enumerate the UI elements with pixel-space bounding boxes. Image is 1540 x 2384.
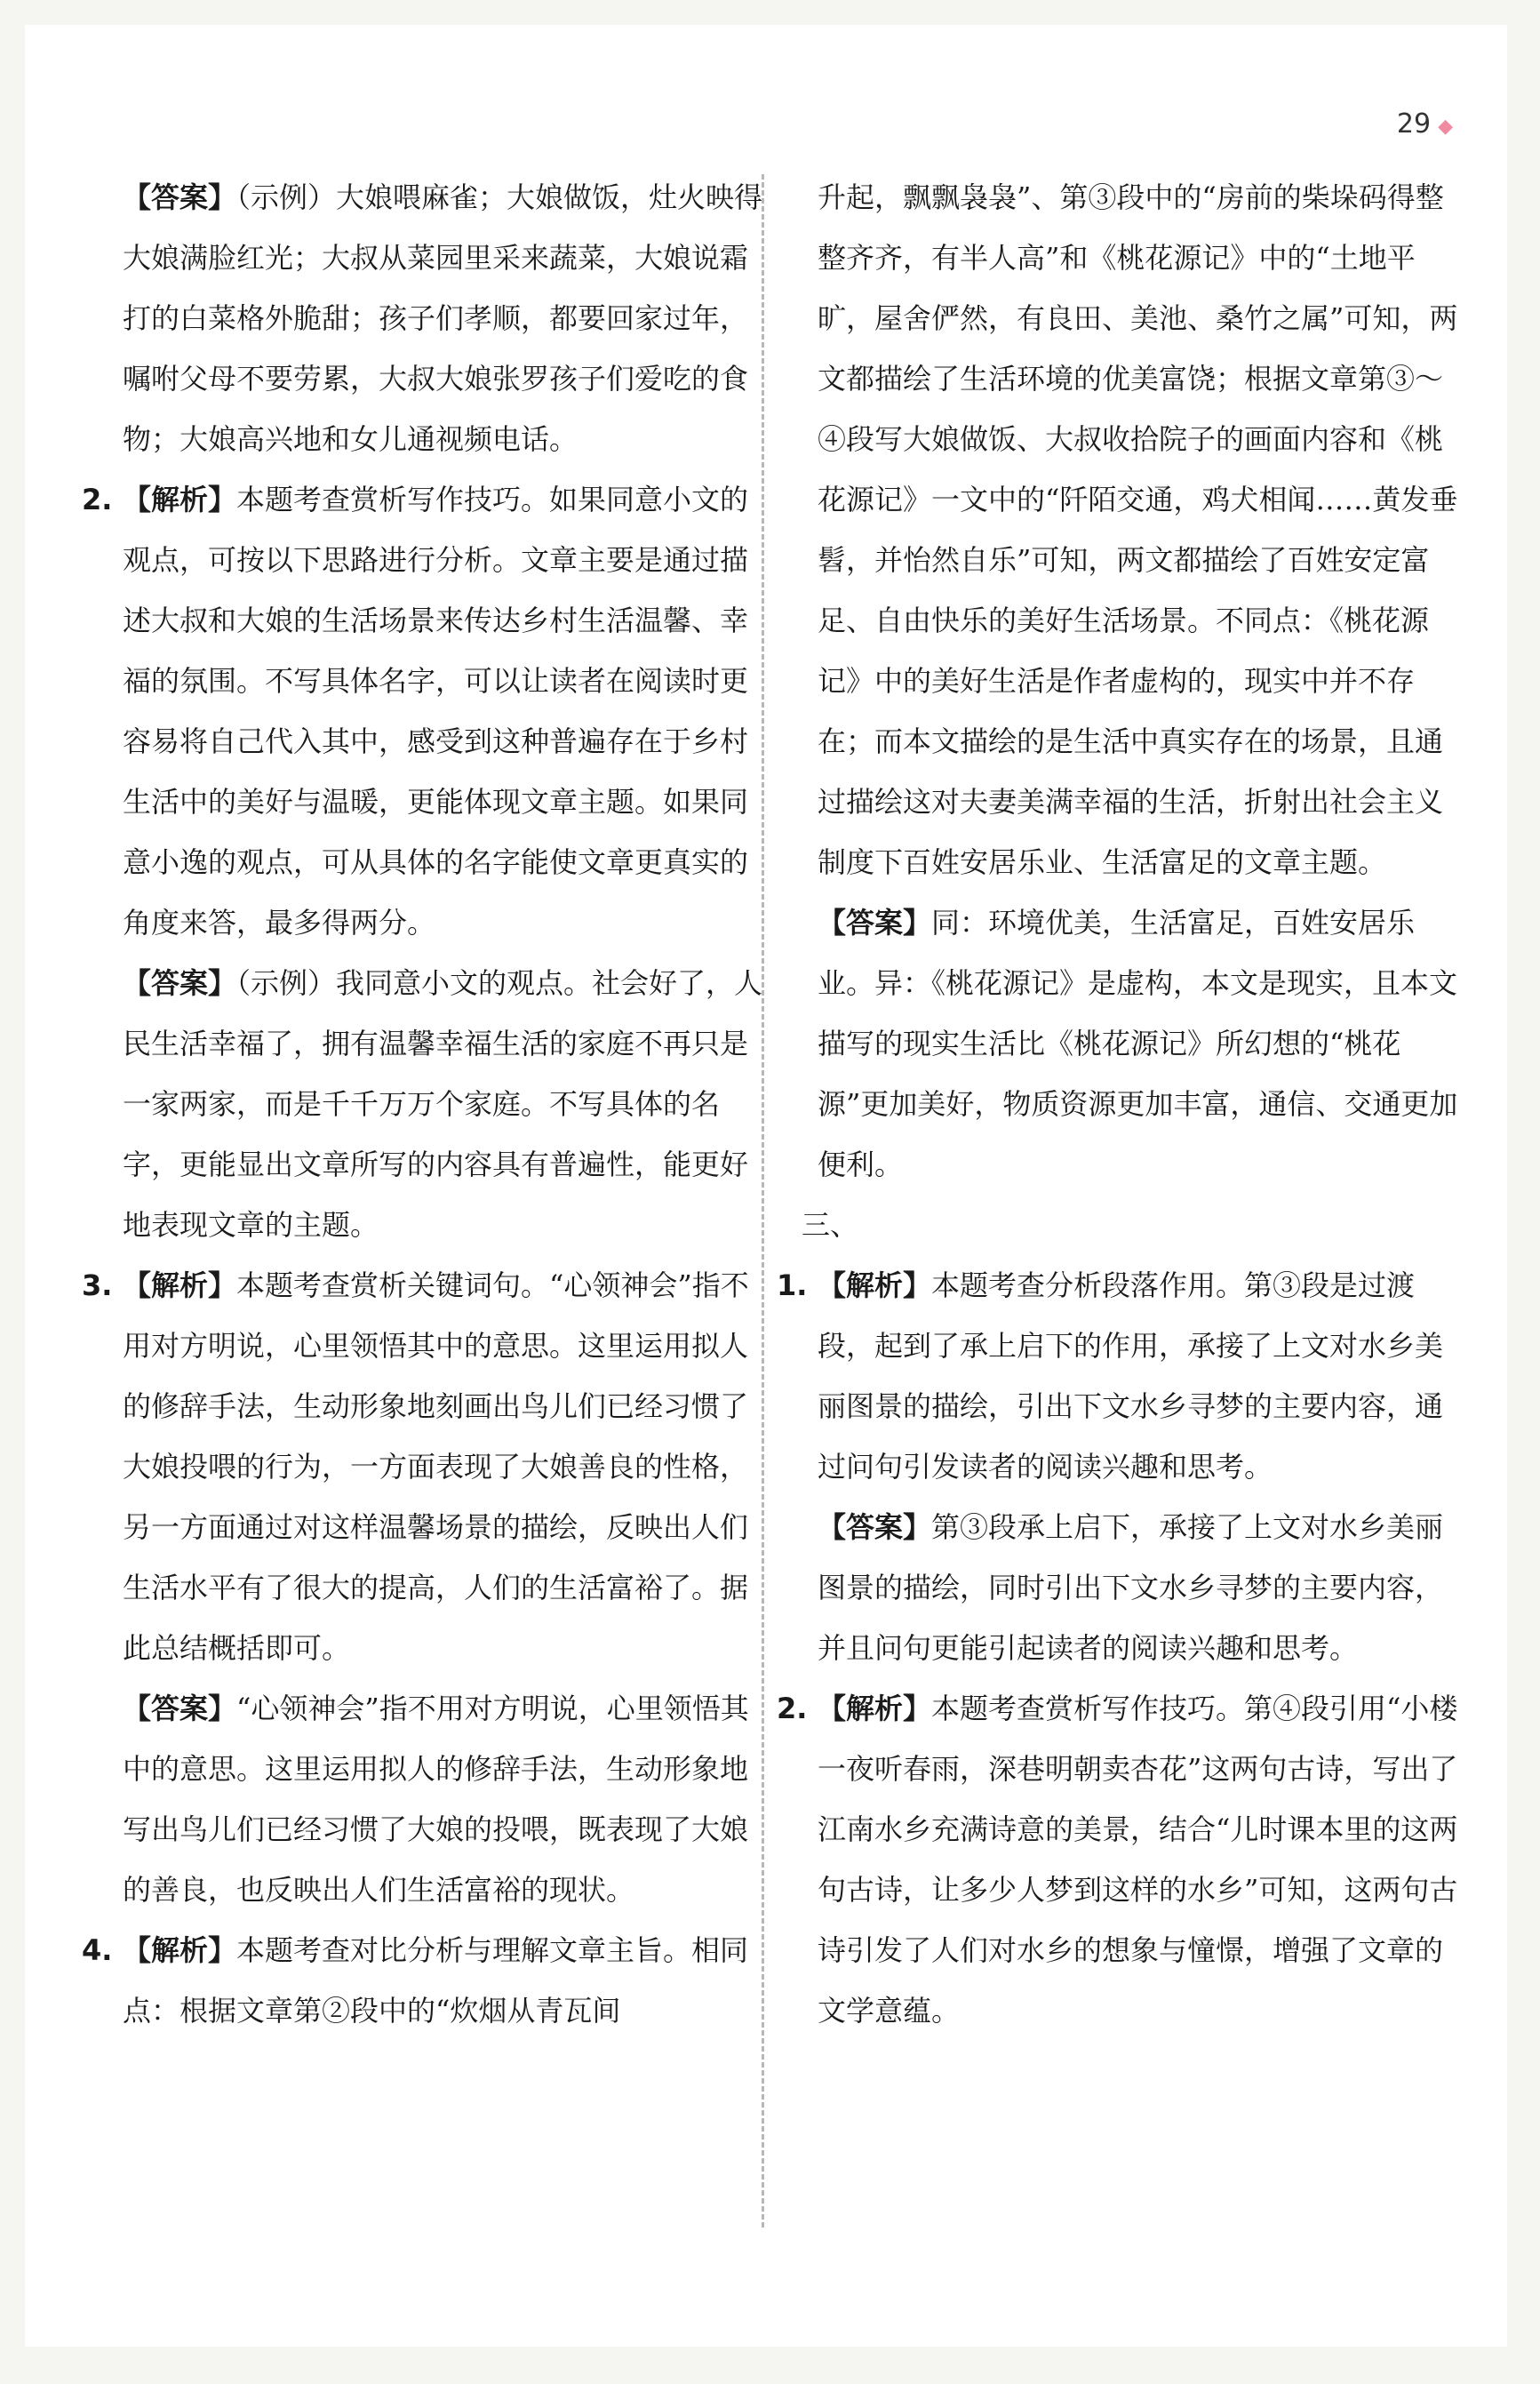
answer-label: 【答案】 [123,966,237,1000]
q4-analysis [82,1920,764,2041]
s1-number: 1. [777,1268,808,1302]
q2-answer-text: （示例）我同意小文的观点。社会好了，人民生活幸福了，拥有温馨幸福生活的家庭不再只是一家两家，而是千千万万个家庭。不写具体的名字，更能显出文章所写的内容具有普遍性，能更好地表现文章的主题。 [123,966,763,1242]
q3-answer [123,1678,764,1920]
q4-analysis-cont-text: 升起，飘飘袅袅”、第③段中的“房前的柴垛码得整整齐齐，有半人高”和《桃花源记》中的“土地平旷，屋舍俨然，有良田、美池、桑竹之属”可知，两文都描绘了生活环境的优美富饶；根据文章第③～④段写大娘做饭、大叔收拾院子的画面内容和《桃花源记》一文中的“阡陌交通，鸡犬相闻……黄发垂髫，并怡然自乐”可知，两文都描绘了百姓安定富足、自由快乐的美好生活场景。不同点：《桃花源记》中的美好生活是作者虚构的，现实中并不存在；而本文描绘的是生活中真实存在的场景，且通过描绘这对夫妻美满幸福的生活，折射出社会主义制度下百姓安居乐业、生活富足的文章主题。 [818,180,1458,879]
page-number [1397,108,1453,140]
s1-answer [818,1497,1459,1678]
s1-answer-text: 第③段承上启下，承接了上文对水乡美丽图景的描绘，同时引出下文水乡寻梦的主要内容，并且问句更能引起读者的阅读兴趣和思考。 [818,1510,1444,1665]
s1-analysis [777,1255,1459,1497]
section-heading: 三、 [802,1208,859,1242]
analysis-label: 【解析】 [123,1268,237,1302]
q1-answer-text: （示例）大娘喂麻雀；大娘做饭，灶火映得大娘满脸红光；大叔从菜园里采来蔬菜，大娘说霜打的白菜格外脆甜；孩子们孝顺，都要回家过年，嘱咐父母不要劳累，大叔大娘张罗孩子们爱吃的食物；大娘高兴地和女儿通视频电话。 [123,180,763,456]
s2-analysis [777,1678,1459,2041]
analysis-label: 【解析】 [123,1933,237,1967]
q4-answer-text: 同：环境优美，生活富足，百姓安居乐业。异：《桃花源记》是虚构，本文是现实，且本文描写的现实生活比《桃花源记》所幻想的“桃花源”更加美好，物质资源更加丰富，通信、交通更加便利。 [818,906,1458,1181]
right-column [777,167,1459,2041]
analysis-label: 【解析】 [123,483,237,516]
q3-analysis-text: 本题考查赏析关键词句。“心领神会”指不用对方明说，心里领悟其中的意思。这里运用拟人的修辞手法，生动形象地刻画出鸟儿们已经习惯了大娘投喂的行为，一方面表现了大娘善良的性格，另一方面通过对这样温馨场景的描绘，反映出人们生活水平有了很大的提高，人们的生活富裕了。据此总结概括即可。 [123,1268,749,1665]
q1-answer [123,167,764,469]
q4-answer [818,892,1459,1195]
q3-number: 3. [82,1268,113,1302]
q2-analysis [82,469,764,953]
q3-answer-text: “心领神会”指不用对方明说，心里领悟其中的意思。这里运用拟人的修辞手法，生动形象地写出鸟儿们已经习惯了大娘的投喂，既表现了大娘的善良，也反映出人们生活富裕的现状。 [123,1692,749,1907]
answer-label: 【答案】 [818,906,932,940]
diamond-icon: ◆ [1438,116,1453,138]
s1-analysis-text: 本题考查分析段落作用。第③段是过渡段，起到了承上启下的作用，承接了上文对水乡美丽图景的描绘，引出下文水乡寻梦的主要内容，通过问句引发读者的阅读兴趣和思考。 [818,1268,1444,1484]
q2-analysis-text: 本题考查赏析写作技巧。如果同意小文的观点，可按以下思路进行分析。文章主要是通过描述大叔和大娘的生活场景来传达乡村生活温馨、幸福的氛围。不写具体名字，可以让读者在阅读时更容易将自己代入其中，感受到这种普遍存在于乡村生活中的美好与温暖，更能体现文章主题。如果同意小逸的观点，可从具体的名字能使文章更真实的角度来答，最多得两分。 [123,483,749,940]
answer-label: 【答案】 [123,180,237,214]
page-number-text: 29 [1396,108,1432,140]
s2-analysis-text: 本题考查赏析写作技巧。第④段引用“小楼一夜听春雨，深巷明朝卖杏花”这两句古诗，写出了江南水乡充满诗意的美景，结合“儿时课本里的这两句古诗，让多少人梦到这样的水乡”可知，这两句古诗引发了人们对水乡的想象与憧憬，增强了文章的文学意蕴。 [818,1692,1458,2028]
analysis-label: 【解析】 [818,1268,932,1302]
q3-analysis [82,1255,764,1678]
q2-answer [123,953,764,1255]
answer-label: 【答案】 [818,1510,932,1544]
s2-number: 2. [777,1692,808,1725]
q4-analysis-continued [818,167,1459,892]
q4-number: 4. [82,1933,113,1967]
answer-label: 【答案】 [123,1692,237,1725]
q4-analysis-text: 本题考查对比分析与理解文章主旨。相同点：根据文章第②段中的“炊烟从青瓦间 [123,1933,749,2028]
analysis-label: 【解析】 [818,1692,932,1725]
q2-number: 2. [82,483,113,516]
left-column [82,167,764,2041]
